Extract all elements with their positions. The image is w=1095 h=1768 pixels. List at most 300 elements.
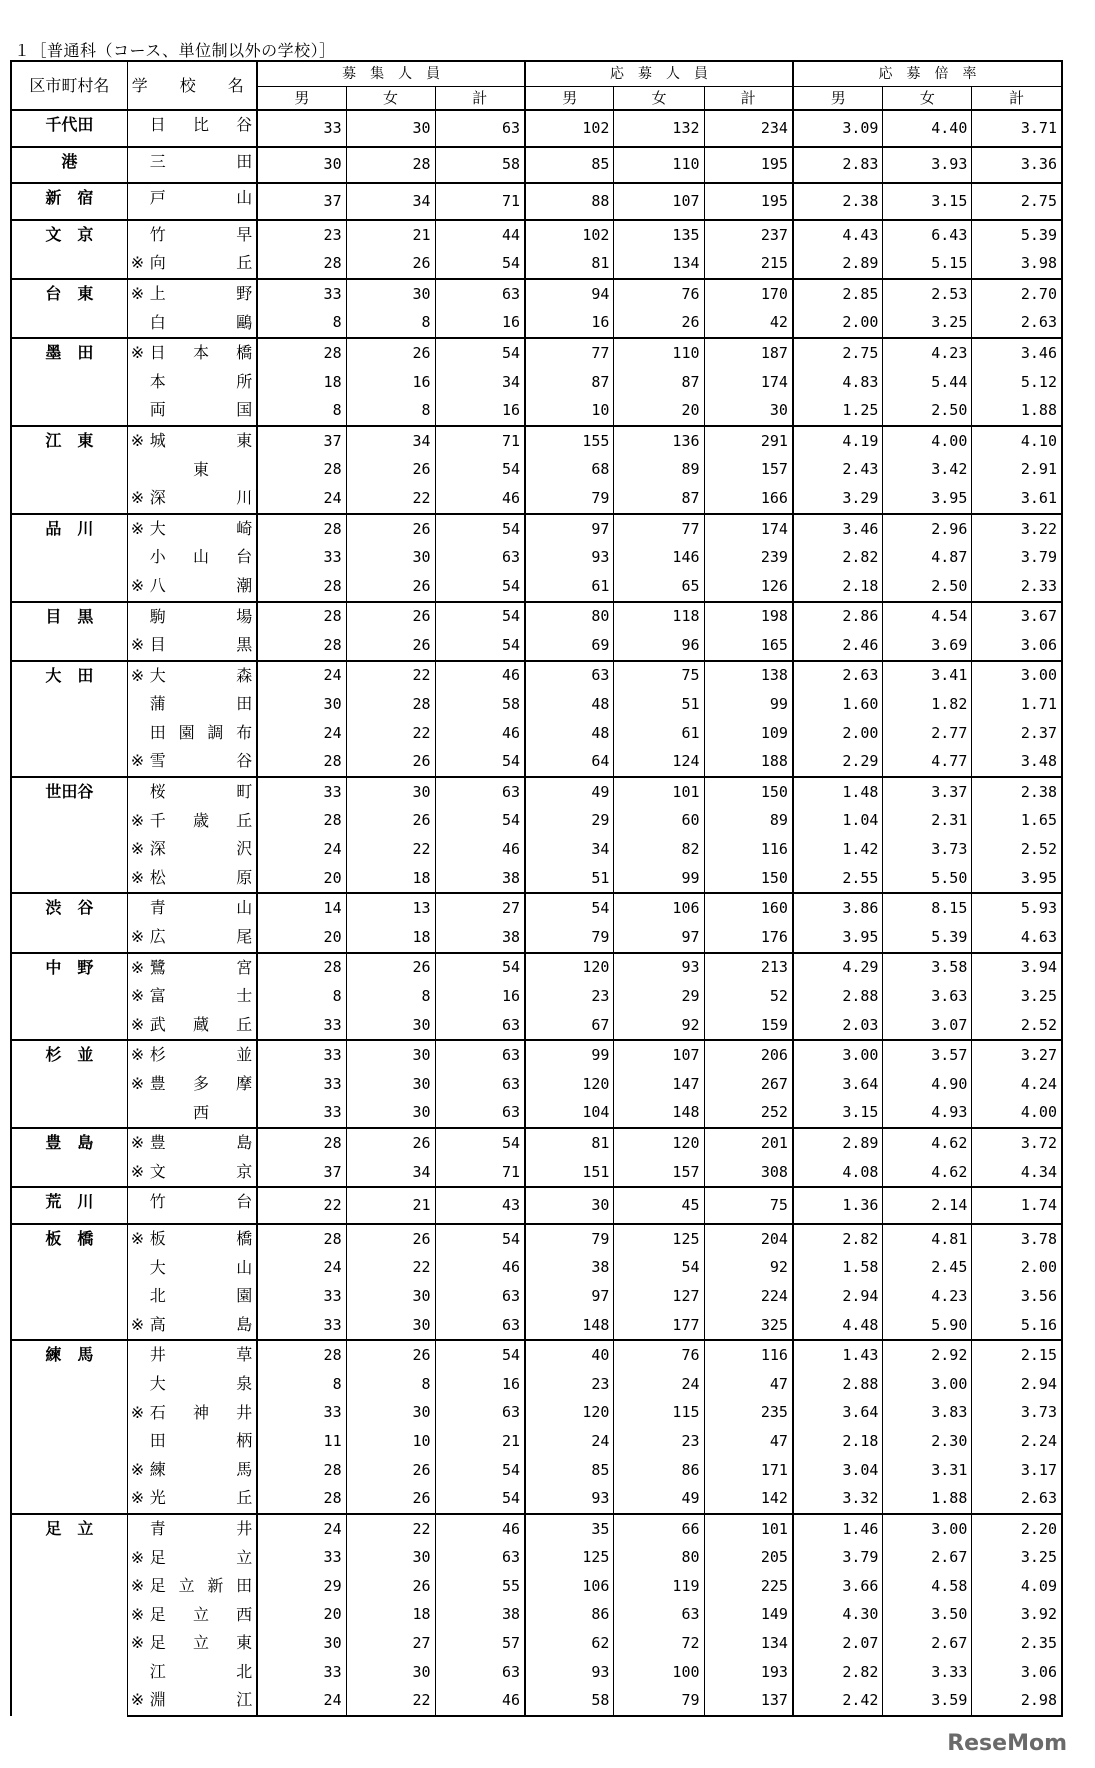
header-recruit-female: 女 xyxy=(346,87,435,111)
applicants-male-value: 81 xyxy=(525,249,614,279)
ratio-total-value: 2.91 xyxy=(972,456,1062,485)
school-name: 日 比 谷 xyxy=(149,115,253,134)
ratio-male-value: 3.64 xyxy=(793,1070,883,1099)
applicants-male-value: 93 xyxy=(525,543,614,572)
applicants-total-value: 52 xyxy=(704,982,793,1011)
applicants-female-value: 107 xyxy=(614,183,704,220)
header-recruit-total: 計 xyxy=(435,87,525,111)
ratio-total-value: 1.65 xyxy=(972,807,1062,836)
applicants-female-value: 65 xyxy=(614,572,704,602)
school-cell xyxy=(127,1311,257,1341)
recruit-total-value: 63 xyxy=(435,1282,525,1311)
applicants-female-value: 146 xyxy=(614,543,704,572)
applicants-male-value: 97 xyxy=(525,1282,614,1311)
school-name: 豊 島 xyxy=(149,1133,253,1153)
recruit-female-value: 21 xyxy=(346,1187,435,1224)
recruit-total-value: 54 xyxy=(435,1484,525,1514)
applicants-total-value: 252 xyxy=(704,1099,793,1129)
recruit-total-value: 63 xyxy=(435,1011,525,1041)
recruit-female-value: 34 xyxy=(346,1158,435,1188)
applicants-total-value: 170 xyxy=(704,279,793,309)
ratio-male-value: 1.48 xyxy=(793,777,883,807)
ward-name: 江 東 xyxy=(11,426,127,514)
school-cell xyxy=(127,690,257,719)
school-cell xyxy=(127,1658,257,1687)
ratio-total-value: 3.61 xyxy=(972,484,1062,514)
recruit-total-value: 63 xyxy=(435,543,525,572)
applicants-female-value: 24 xyxy=(614,1370,704,1399)
recruit-total-value: 63 xyxy=(435,1544,525,1573)
table-row xyxy=(11,1254,1062,1283)
applicants-male-value: 93 xyxy=(525,1658,614,1687)
header-recruit-male: 男 xyxy=(257,87,346,111)
ratio-female-value: 3.69 xyxy=(883,631,972,661)
recruit-female-value: 26 xyxy=(346,1484,435,1514)
ratio-total-value: 2.38 xyxy=(972,777,1062,807)
recruit-female-value: 26 xyxy=(346,514,435,544)
applicants-male-value: 120 xyxy=(525,1070,614,1099)
recruit-male-value: 8 xyxy=(257,396,346,426)
applicants-male-value: 48 xyxy=(525,690,614,719)
recruit-female-value: 18 xyxy=(346,923,435,953)
table-row xyxy=(11,631,1062,661)
school-cell xyxy=(127,1282,257,1311)
recruit-male-value: 28 xyxy=(257,1340,346,1370)
school-cell xyxy=(127,1070,257,1099)
school-name: 大 森 xyxy=(149,665,253,685)
recruit-female-value: 30 xyxy=(346,1544,435,1573)
applicants-male-value: 102 xyxy=(525,110,614,147)
recruit-male-value: 24 xyxy=(257,661,346,691)
applicants-total-value: 204 xyxy=(704,1224,793,1254)
ratio-female-value: 2.96 xyxy=(883,514,972,544)
ratio-female-value: 3.37 xyxy=(883,777,972,807)
applicants-female-value: 101 xyxy=(614,777,704,807)
applicants-total-value: 42 xyxy=(704,309,793,339)
ratio-male-value: 2.63 xyxy=(793,661,883,691)
recruit-male-value: 24 xyxy=(257,1514,346,1544)
ratio-female-value: 2.53 xyxy=(883,279,972,309)
ward-name: 目 黒 xyxy=(11,602,127,661)
recruit-total-value: 46 xyxy=(435,1514,525,1544)
ratio-total-value: 3.17 xyxy=(972,1456,1062,1485)
ratio-female-value: 3.59 xyxy=(883,1686,972,1716)
ratio-male-value: 2.46 xyxy=(793,631,883,661)
note-mark: ※ xyxy=(130,1633,145,1653)
ratio-total-value: 2.63 xyxy=(972,1484,1062,1514)
ward-name: 港 xyxy=(11,147,127,184)
ratio-male-value: 2.03 xyxy=(793,1011,883,1041)
table-row xyxy=(11,1040,1062,1070)
ratio-total-value: 3.25 xyxy=(972,1544,1062,1573)
recruit-female-value: 22 xyxy=(346,1514,435,1544)
applicants-female-value: 20 xyxy=(614,396,704,426)
applicants-total-value: 116 xyxy=(704,835,793,864)
recruit-female-value: 26 xyxy=(346,338,435,368)
applicants-total-value: 291 xyxy=(704,426,793,456)
school-cell xyxy=(127,1128,257,1158)
recruit-total-value: 63 xyxy=(435,1099,525,1129)
applicants-total-value: 134 xyxy=(704,1629,793,1658)
ratio-male-value: 1.42 xyxy=(793,835,883,864)
applicants-male-value: 104 xyxy=(525,1099,614,1129)
note-mark: ※ xyxy=(130,488,145,508)
applicants-female-value: 23 xyxy=(614,1427,704,1456)
school-name: 城 東 xyxy=(149,430,253,450)
school-cell xyxy=(127,426,257,456)
header-ward: 区市町村名 xyxy=(11,61,127,110)
applicants-total-value: 30 xyxy=(704,396,793,426)
applicants-female-value: 86 xyxy=(614,1456,704,1485)
recruit-total-value: 54 xyxy=(435,338,525,368)
applicants-male-value: 49 xyxy=(525,777,614,807)
applicants-female-value: 60 xyxy=(614,807,704,836)
header-applicants: 応 募 人 員 xyxy=(525,61,793,87)
school-name: 駒 場 xyxy=(149,606,253,626)
applicants-male-value: 35 xyxy=(525,1514,614,1544)
ratio-female-value: 1.88 xyxy=(883,1484,972,1514)
ratio-female-value: 3.33 xyxy=(883,1658,972,1687)
school-name: 石 神 井 xyxy=(149,1402,253,1422)
ratio-male-value: 2.75 xyxy=(793,338,883,368)
school-name: 目 黒 xyxy=(149,635,253,655)
applicants-total-value: 174 xyxy=(704,368,793,397)
recruit-total-value: 16 xyxy=(435,1370,525,1399)
ratio-female-value: 4.23 xyxy=(883,338,972,368)
applicants-female-value: 124 xyxy=(614,747,704,777)
ratio-female-value: 3.41 xyxy=(883,661,972,691)
ratio-male-value: 2.82 xyxy=(793,1224,883,1254)
applicants-male-value: 67 xyxy=(525,1011,614,1041)
applicants-male-value: 97 xyxy=(525,514,614,544)
ratio-total-value: 4.00 xyxy=(972,1099,1062,1129)
applications-table xyxy=(10,60,1063,1717)
recruit-male-value: 28 xyxy=(257,338,346,368)
recruit-male-value: 20 xyxy=(257,864,346,894)
ratio-male-value: 3.95 xyxy=(793,923,883,953)
school-name: 深 川 xyxy=(149,488,253,508)
ratio-total-value: 2.98 xyxy=(972,1686,1062,1716)
table-row xyxy=(11,396,1062,426)
applicants-female-value: 134 xyxy=(614,249,704,279)
header-applicants-female: 女 xyxy=(614,87,704,111)
recruit-total-value: 46 xyxy=(435,484,525,514)
recruit-total-value: 46 xyxy=(435,835,525,864)
applicants-female-value: 125 xyxy=(614,1224,704,1254)
school-cell xyxy=(127,1427,257,1456)
recruit-female-value: 30 xyxy=(346,1399,435,1428)
school-name: 小 山 台 xyxy=(149,547,253,567)
recruit-female-value: 16 xyxy=(346,368,435,397)
ratio-female-value: 4.77 xyxy=(883,747,972,777)
table-row xyxy=(11,1011,1062,1041)
ratio-male-value: 2.18 xyxy=(793,1427,883,1456)
school-cell xyxy=(127,1370,257,1399)
applicants-total-value: 160 xyxy=(704,893,793,923)
recruit-male-value: 20 xyxy=(257,923,346,953)
recruit-female-value: 26 xyxy=(346,1456,435,1485)
recruit-total-value: 63 xyxy=(435,1311,525,1341)
table-row xyxy=(11,982,1062,1011)
header-ratio-male: 男 xyxy=(793,87,883,111)
recruit-male-value: 30 xyxy=(257,1629,346,1658)
recruit-female-value: 26 xyxy=(346,1224,435,1254)
recruit-total-value: 46 xyxy=(435,1686,525,1716)
ratio-total-value: 3.72 xyxy=(972,1128,1062,1158)
recruit-female-value: 30 xyxy=(346,110,435,147)
ratio-female-value: 4.58 xyxy=(883,1572,972,1601)
table-row xyxy=(11,1399,1062,1428)
applicants-total-value: 174 xyxy=(704,514,793,544)
ratio-female-value: 2.31 xyxy=(883,807,972,836)
note-mark: ※ xyxy=(130,253,145,273)
ward-name: 渋 谷 xyxy=(11,893,127,952)
applicants-female-value: 97 xyxy=(614,923,704,953)
recruit-male-value: 11 xyxy=(257,1427,346,1456)
ratio-total-value: 3.92 xyxy=(972,1601,1062,1630)
note-mark: ※ xyxy=(130,1045,145,1065)
recruit-male-value: 8 xyxy=(257,982,346,1011)
ratio-male-value: 2.94 xyxy=(793,1282,883,1311)
site-watermark-logo: ReseMom xyxy=(947,1731,1067,1756)
applicants-male-value: 23 xyxy=(525,982,614,1011)
table-row xyxy=(11,1370,1062,1399)
ratio-total-value: 3.06 xyxy=(972,1658,1062,1687)
ward-name: 文 京 xyxy=(11,220,127,279)
applicants-total-value: 47 xyxy=(704,1370,793,1399)
applicants-male-value: 99 xyxy=(525,1040,614,1070)
ratio-female-value: 4.54 xyxy=(883,602,972,632)
table-row xyxy=(11,1544,1062,1573)
ratio-male-value: 2.43 xyxy=(793,456,883,485)
applicants-total-value: 234 xyxy=(704,110,793,147)
applicants-total-value: 176 xyxy=(704,923,793,953)
school-cell xyxy=(127,368,257,397)
recruit-total-value: 57 xyxy=(435,1629,525,1658)
ratio-male-value: 1.36 xyxy=(793,1187,883,1224)
school-name: 江 北 xyxy=(149,1661,253,1681)
applicants-female-value: 72 xyxy=(614,1629,704,1658)
recruit-male-value: 30 xyxy=(257,147,346,184)
recruit-total-value: 34 xyxy=(435,368,525,397)
table-row xyxy=(11,1427,1062,1456)
school-name: 大 泉 xyxy=(149,1373,253,1393)
ratio-female-value: 2.92 xyxy=(883,1340,972,1370)
ratio-female-value: 2.67 xyxy=(883,1629,972,1658)
school-cell xyxy=(127,572,257,602)
header-ratio-total: 計 xyxy=(972,87,1062,111)
applicants-female-value: 118 xyxy=(614,602,704,632)
table-body xyxy=(11,110,1062,1716)
recruit-female-value: 22 xyxy=(346,1686,435,1716)
ratio-total-value: 3.78 xyxy=(972,1224,1062,1254)
school-name: 武 蔵 丘 xyxy=(149,1014,253,1034)
recruit-female-value: 21 xyxy=(346,220,435,250)
ratio-male-value: 3.46 xyxy=(793,514,883,544)
recruit-male-value: 28 xyxy=(257,514,346,544)
school-name: 向 丘 xyxy=(149,253,253,273)
applicants-female-value: 136 xyxy=(614,426,704,456)
applicants-total-value: 195 xyxy=(704,183,793,220)
ratio-female-value: 4.23 xyxy=(883,1282,972,1311)
ward-name: 足 立 xyxy=(11,1514,127,1716)
applicants-female-value: 132 xyxy=(614,110,704,147)
applicants-female-value: 79 xyxy=(614,1686,704,1716)
recruit-male-value: 28 xyxy=(257,1128,346,1158)
ratio-male-value: 2.42 xyxy=(793,1686,883,1716)
applicants-female-value: 76 xyxy=(614,1340,704,1370)
recruit-female-value: 8 xyxy=(346,309,435,339)
ratio-total-value: 3.25 xyxy=(972,982,1062,1011)
ratio-male-value: 4.08 xyxy=(793,1158,883,1188)
ratio-female-value: 3.07 xyxy=(883,1011,972,1041)
table-row xyxy=(11,923,1062,953)
recruit-total-value: 54 xyxy=(435,514,525,544)
ratio-female-value: 3.57 xyxy=(883,1040,972,1070)
ratio-male-value: 2.86 xyxy=(793,602,883,632)
ratio-male-value: 2.29 xyxy=(793,747,883,777)
ratio-female-value: 8.15 xyxy=(883,893,972,923)
ratio-total-value: 3.73 xyxy=(972,1399,1062,1428)
applicants-total-value: 213 xyxy=(704,953,793,983)
ratio-total-value: 5.93 xyxy=(972,893,1062,923)
table-row xyxy=(11,220,1062,250)
school-name: 広 尾 xyxy=(149,927,253,947)
table-row xyxy=(11,835,1062,864)
ratio-female-value: 2.14 xyxy=(883,1187,972,1224)
ratio-female-value: 3.95 xyxy=(883,484,972,514)
ratio-total-value: 1.88 xyxy=(972,396,1062,426)
school-cell xyxy=(127,484,257,514)
applicants-total-value: 150 xyxy=(704,777,793,807)
note-mark: ※ xyxy=(130,1488,145,1508)
applicants-total-value: 235 xyxy=(704,1399,793,1428)
recruit-female-value: 28 xyxy=(346,147,435,184)
recruit-male-value: 18 xyxy=(257,368,346,397)
school-cell xyxy=(127,1572,257,1601)
ratio-male-value: 2.07 xyxy=(793,1629,883,1658)
recruit-total-value: 16 xyxy=(435,309,525,339)
recruit-male-value: 24 xyxy=(257,484,346,514)
school-cell xyxy=(127,1601,257,1630)
school-cell xyxy=(127,1514,257,1544)
school-cell xyxy=(127,220,257,250)
recruit-female-value: 26 xyxy=(346,1572,435,1601)
recruit-female-value: 34 xyxy=(346,426,435,456)
ratio-female-value: 4.81 xyxy=(883,1224,972,1254)
recruit-total-value: 43 xyxy=(435,1187,525,1224)
recruit-female-value: 22 xyxy=(346,835,435,864)
applicants-total-value: 159 xyxy=(704,1011,793,1041)
recruit-male-value: 28 xyxy=(257,1484,346,1514)
school-cell xyxy=(127,777,257,807)
ratio-female-value: 2.67 xyxy=(883,1544,972,1573)
recruit-total-value: 71 xyxy=(435,426,525,456)
ratio-male-value: 3.32 xyxy=(793,1484,883,1514)
applicants-female-value: 66 xyxy=(614,1514,704,1544)
applicants-male-value: 48 xyxy=(525,719,614,748)
school-cell xyxy=(127,279,257,309)
applicants-total-value: 99 xyxy=(704,690,793,719)
school-name: 竹 台 xyxy=(149,1192,253,1212)
recruit-total-value: 54 xyxy=(435,631,525,661)
table-row xyxy=(11,1514,1062,1544)
table-row xyxy=(11,572,1062,602)
applicants-male-value: 62 xyxy=(525,1629,614,1658)
recruit-female-value: 30 xyxy=(346,1311,435,1341)
ratio-female-value: 3.25 xyxy=(883,309,972,339)
applicants-total-value: 239 xyxy=(704,543,793,572)
recruit-female-value: 30 xyxy=(346,1070,435,1099)
recruit-female-value: 26 xyxy=(346,1128,435,1158)
applicants-male-value: 81 xyxy=(525,1128,614,1158)
ratio-male-value: 1.43 xyxy=(793,1340,883,1370)
applicants-female-value: 100 xyxy=(614,1658,704,1687)
school-cell xyxy=(127,1099,257,1129)
note-mark: ※ xyxy=(130,957,145,977)
recruit-total-value: 63 xyxy=(435,1070,525,1099)
ratio-male-value: 1.25 xyxy=(793,396,883,426)
ratio-total-value: 3.79 xyxy=(972,543,1062,572)
table-row xyxy=(11,807,1062,836)
ratio-total-value: 2.52 xyxy=(972,835,1062,864)
recruit-female-value: 30 xyxy=(346,1658,435,1687)
applicants-female-value: 82 xyxy=(614,835,704,864)
school-cell xyxy=(127,1629,257,1658)
table-row xyxy=(11,1099,1062,1129)
school-name: 富 士 xyxy=(149,986,253,1006)
ratio-female-value: 3.00 xyxy=(883,1370,972,1399)
school-cell xyxy=(127,953,257,983)
school-name: 鷺 宮 xyxy=(149,957,253,977)
recruit-female-value: 22 xyxy=(346,1254,435,1283)
recruit-male-value: 29 xyxy=(257,1572,346,1601)
ratio-female-value: 4.00 xyxy=(883,426,972,456)
school-cell xyxy=(127,1340,257,1370)
table-row xyxy=(11,719,1062,748)
ratio-female-value: 4.87 xyxy=(883,543,972,572)
table-row xyxy=(11,309,1062,339)
recruit-total-value: 38 xyxy=(435,923,525,953)
school-cell xyxy=(127,147,257,184)
ratio-total-value: 3.27 xyxy=(972,1040,1062,1070)
table-caption: １［普通科（コース、単位制以外の学校）］ xyxy=(14,41,336,60)
ratio-total-value: 4.09 xyxy=(972,1572,1062,1601)
ratio-total-value: 2.33 xyxy=(972,572,1062,602)
school-cell xyxy=(127,1224,257,1254)
school-cell xyxy=(127,309,257,339)
school-cell xyxy=(127,338,257,368)
table-row xyxy=(11,661,1062,691)
recruit-total-value: 16 xyxy=(435,396,525,426)
applicants-male-value: 151 xyxy=(525,1158,614,1188)
recruit-male-value: 37 xyxy=(257,426,346,456)
school-name: 北 園 xyxy=(149,1286,253,1306)
school-cell xyxy=(127,661,257,691)
note-mark: ※ xyxy=(130,1014,145,1034)
recruit-female-value: 26 xyxy=(346,456,435,485)
applicants-male-value: 69 xyxy=(525,631,614,661)
recruit-total-value: 46 xyxy=(435,661,525,691)
ward-name: 練 馬 xyxy=(11,1340,127,1514)
table-row xyxy=(11,1484,1062,1514)
applicants-total-value: 89 xyxy=(704,807,793,836)
table-row xyxy=(11,690,1062,719)
recruit-female-value: 10 xyxy=(346,1427,435,1456)
recruit-total-value: 54 xyxy=(435,747,525,777)
school-name: 足 立 西 xyxy=(149,1604,253,1624)
applicants-total-value: 109 xyxy=(704,719,793,748)
